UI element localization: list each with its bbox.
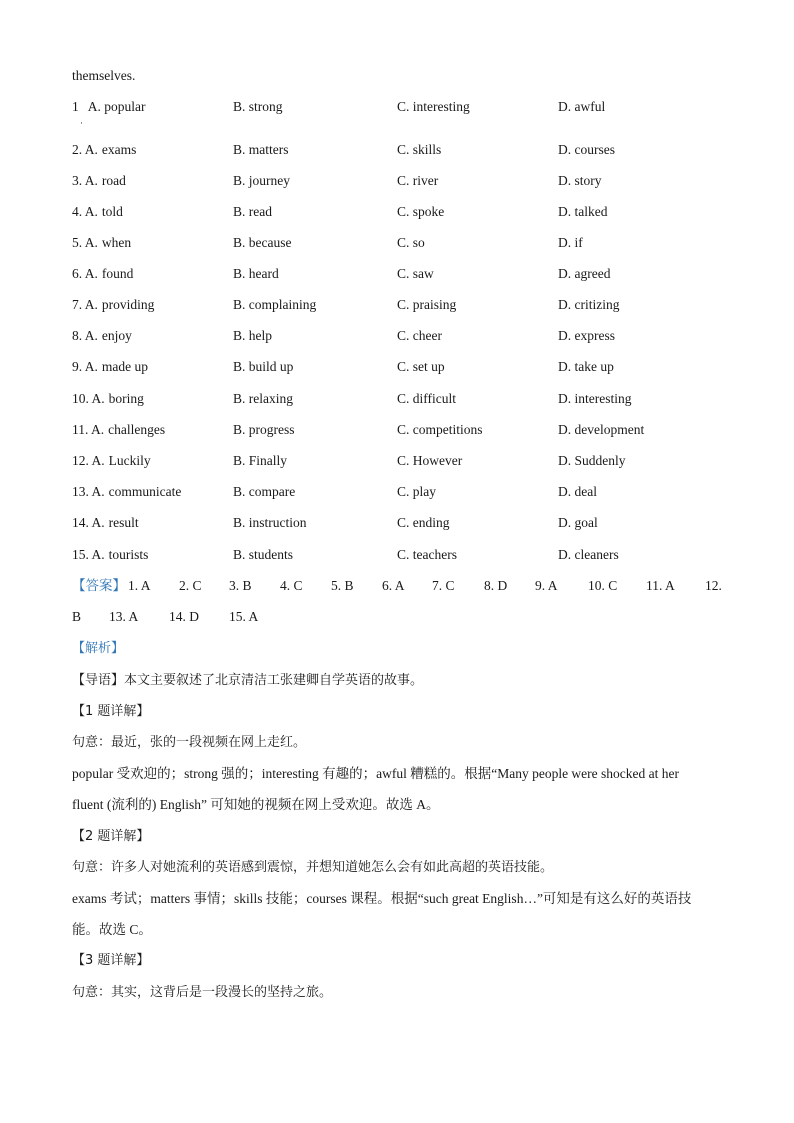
answer-label: 【答案】 bbox=[72, 578, 126, 593]
q2-explanation-line1: exams 考试；matters 事情；skills 技能；courses 课程。根据“such great English…”可知是有这么好的英语技 bbox=[72, 891, 692, 906]
q1-heading: 【1 题详解】 bbox=[72, 704, 150, 719]
option-b: B. because bbox=[233, 235, 292, 250]
answer-item: B bbox=[72, 609, 82, 624]
question-number: 9. A. bbox=[72, 359, 98, 374]
option-a bbox=[72, 203, 123, 221]
option-a-text: result bbox=[108, 515, 139, 530]
question-row bbox=[72, 546, 722, 564]
option-c: C. river bbox=[397, 173, 439, 188]
answer-item: 2. C bbox=[179, 578, 202, 593]
option-a-text: challenges bbox=[108, 422, 166, 437]
question-number: 7. A. bbox=[72, 297, 98, 312]
intro-tail: themselves. bbox=[72, 68, 136, 83]
q2-heading: 【2 题详解】 bbox=[72, 829, 150, 844]
option-a-text: A. popular bbox=[87, 99, 146, 114]
option-d: D. interesting bbox=[558, 391, 632, 406]
option-a bbox=[72, 358, 148, 376]
option-c: C. ending bbox=[397, 515, 450, 530]
option-c: C. interesting bbox=[397, 99, 470, 114]
answer-item: 10. C bbox=[588, 578, 618, 593]
option-d: D. Suddenly bbox=[558, 453, 626, 468]
option-a bbox=[72, 234, 131, 252]
option-a-text: boring bbox=[108, 391, 144, 406]
q1-explanation-line1: popular 受欢迎的；strong 强的；interesting 有趣的；awful 糟糕的。根据“Many people were shocked at her bbox=[72, 766, 680, 781]
option-c: C. spoke bbox=[397, 204, 445, 219]
question-number: 12. A. bbox=[72, 453, 105, 468]
option-a-text: enjoy bbox=[101, 328, 132, 343]
question-row bbox=[72, 98, 722, 116]
answer-item: 5. B bbox=[331, 578, 354, 593]
option-a bbox=[72, 265, 133, 283]
option-c: C. competitions bbox=[397, 422, 483, 437]
option-a bbox=[72, 98, 146, 116]
option-a bbox=[72, 390, 144, 408]
option-c: C. However bbox=[397, 453, 463, 468]
answer-item: 9. A bbox=[535, 578, 558, 593]
option-a-text: exams bbox=[101, 142, 137, 157]
question-number: 11. A. bbox=[72, 422, 105, 437]
option-b: B. journey bbox=[233, 173, 290, 188]
option-c: C. difficult bbox=[397, 391, 456, 406]
option-c: C. praising bbox=[397, 297, 457, 312]
question-row bbox=[72, 172, 722, 190]
q1-explanation-line2: fluent (流利的) English” 可知她的视频在网上受欢迎。故选 A。 bbox=[72, 797, 440, 812]
option-a-text: told bbox=[101, 204, 123, 219]
option-a-text: road bbox=[101, 173, 126, 188]
answer-item: 11. A bbox=[646, 578, 675, 593]
option-d: D. courses bbox=[558, 142, 615, 157]
option-b: B. relaxing bbox=[233, 391, 293, 406]
question-row bbox=[72, 203, 722, 221]
option-d: D. story bbox=[558, 173, 602, 188]
question-number: 14. A. bbox=[72, 515, 105, 530]
option-d: D. goal bbox=[558, 515, 598, 530]
question-row bbox=[72, 390, 722, 408]
option-b: B. matters bbox=[233, 142, 289, 157]
q3-meaning: 句意：其实，这背后是一段漫长的坚持之旅。 bbox=[72, 985, 333, 1000]
answer-item: 15. A bbox=[229, 609, 259, 624]
analysis-label: 【解析】 bbox=[72, 641, 125, 656]
option-c: C. skills bbox=[397, 142, 442, 157]
option-c: C. play bbox=[397, 484, 436, 499]
option-d: D. if bbox=[558, 235, 583, 250]
option-d: D. agreed bbox=[558, 266, 611, 281]
question-number: 15. A. bbox=[72, 547, 105, 562]
option-a bbox=[72, 296, 154, 314]
answer-item: 14. D bbox=[169, 609, 199, 624]
answer-item: 3. B bbox=[229, 578, 252, 593]
answer-item: 13. A bbox=[109, 609, 139, 624]
option-c: C. so bbox=[397, 235, 425, 250]
option-a bbox=[72, 327, 132, 345]
question-row bbox=[72, 452, 722, 470]
option-a bbox=[72, 421, 165, 439]
q2-meaning: 句意：许多人对她流利的英语感到震惊，并想知道她怎么会有如此高超的英语技能。 bbox=[72, 860, 554, 875]
option-d: D. deal bbox=[558, 484, 597, 499]
option-b: B. progress bbox=[233, 422, 295, 437]
answer-item: 1. A bbox=[128, 578, 151, 593]
question-row bbox=[72, 234, 722, 252]
option-a-text: communicate bbox=[108, 484, 182, 499]
question-row bbox=[72, 296, 722, 314]
answer-item: 7. C bbox=[432, 578, 455, 593]
option-b: B. compare bbox=[233, 484, 296, 499]
question-row bbox=[72, 514, 722, 532]
question-row bbox=[72, 358, 722, 376]
question-row bbox=[72, 483, 722, 501]
option-b: B. build up bbox=[233, 359, 294, 374]
option-c: C. saw bbox=[397, 266, 434, 281]
option-b: B. read bbox=[233, 204, 272, 219]
answer-item: 12. bbox=[705, 578, 722, 593]
option-a-text: when bbox=[101, 235, 132, 250]
option-b: B. help bbox=[233, 328, 272, 343]
option-b: B. students bbox=[233, 547, 294, 562]
stray-dot: · bbox=[80, 118, 83, 128]
option-d: D. cleaners bbox=[558, 547, 619, 562]
question-row bbox=[72, 265, 722, 283]
option-a bbox=[72, 483, 181, 501]
option-a bbox=[72, 514, 139, 532]
option-a bbox=[72, 172, 126, 190]
option-a-text: providing bbox=[101, 297, 155, 312]
answer-item: 8. D bbox=[484, 578, 508, 593]
option-d: D. critizing bbox=[558, 297, 620, 312]
option-d: D. talked bbox=[558, 204, 608, 219]
question-number: 8. A. bbox=[72, 328, 98, 343]
option-a-text: Luckily bbox=[108, 453, 151, 468]
option-a bbox=[72, 546, 148, 564]
q3-heading: 【3 题详解】 bbox=[72, 953, 150, 968]
question-number: 1 bbox=[72, 99, 79, 114]
question-number: 4. A. bbox=[72, 204, 98, 219]
guide-text: 【导语】本文主要叙述了北京清洁工张建卿自学英语的故事。 bbox=[72, 673, 424, 688]
option-c: C. cheer bbox=[397, 328, 442, 343]
question-number: 2. A. bbox=[72, 142, 98, 157]
question-row bbox=[72, 327, 722, 345]
answer-item: 4. C bbox=[280, 578, 303, 593]
q1-meaning: 句意：最近，张的一段视频在网上走红。 bbox=[72, 735, 307, 750]
option-d: D. development bbox=[558, 422, 645, 437]
answer-row-2 bbox=[72, 608, 722, 626]
question-row bbox=[72, 141, 722, 159]
answer-item: 6. A bbox=[382, 578, 405, 593]
option-b: B. Finally bbox=[233, 453, 288, 468]
question-number: 10. A. bbox=[72, 391, 105, 406]
option-a-text: made up bbox=[101, 359, 149, 374]
option-d: D. take up bbox=[558, 359, 614, 374]
option-d: D. express bbox=[558, 328, 615, 343]
option-c: C. teachers bbox=[397, 547, 457, 562]
question-number: 6. A. bbox=[72, 266, 98, 281]
option-b: B. strong bbox=[233, 99, 283, 114]
question-number: 5. A. bbox=[72, 235, 98, 250]
option-b: B. complaining bbox=[233, 297, 317, 312]
question-row bbox=[72, 421, 722, 439]
option-a bbox=[72, 452, 151, 470]
option-c: C. set up bbox=[397, 359, 445, 374]
q2-explanation-line2: 能。故选 C。 bbox=[72, 922, 152, 937]
answer-row-1 bbox=[72, 577, 722, 595]
option-a-text: tourists bbox=[108, 547, 149, 562]
option-a bbox=[72, 141, 136, 159]
option-d: D. awful bbox=[558, 99, 606, 114]
option-b: B. instruction bbox=[233, 515, 307, 530]
question-number: 13. A. bbox=[72, 484, 105, 499]
question-number: 3. A. bbox=[72, 173, 98, 188]
option-b: B. heard bbox=[233, 266, 279, 281]
option-a-text: found bbox=[101, 266, 134, 281]
